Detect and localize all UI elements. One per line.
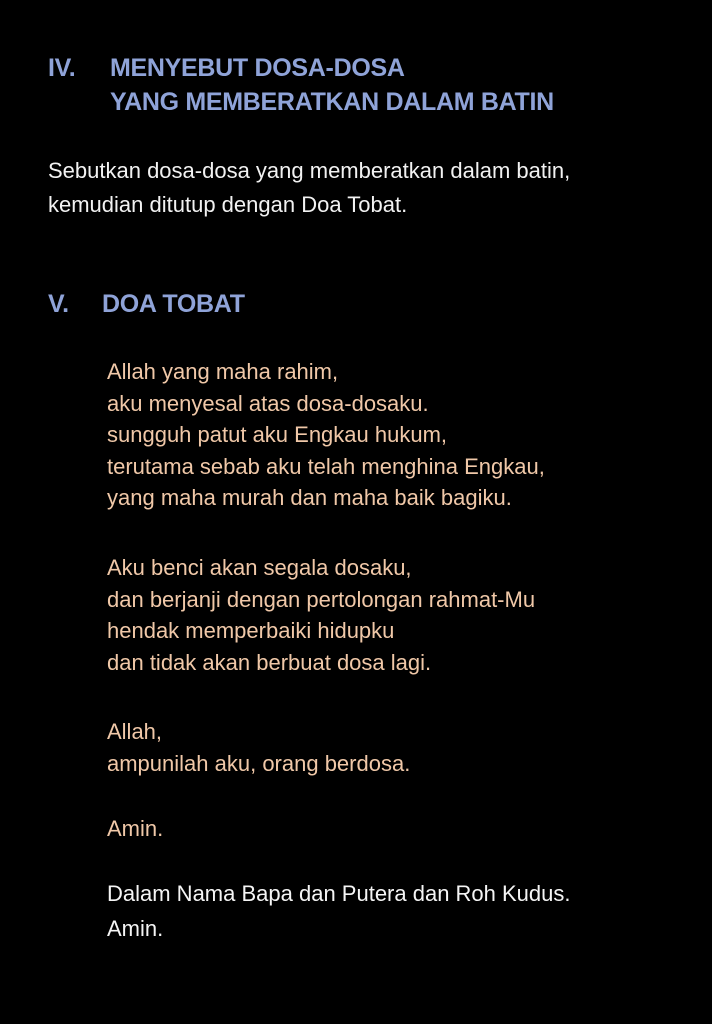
closing-blessing xyxy=(107,876,571,946)
section-iv-body-line2: kemudian ditutup dengan Doa Tobat. xyxy=(48,192,408,217)
section-iv-body xyxy=(48,154,570,222)
closing-line1: Dalam Nama Bapa dan Putera dan Roh Kudus. xyxy=(107,881,571,906)
section-iv-number: IV. xyxy=(48,54,76,82)
prayer-amen-line: Amin. xyxy=(107,816,164,841)
prayer-line: Allah, xyxy=(107,719,163,744)
prayer-line: hendak memperbaiki hidupku xyxy=(107,618,395,643)
prayer-line: ampunilah aku, orang berdosa. xyxy=(107,750,411,776)
section-v-heading xyxy=(48,290,348,324)
prayer-stanza-1 xyxy=(107,356,545,514)
prayer-stanza-3 xyxy=(107,716,410,779)
prayer-line: terutama sebab aku telah menghina Engkau, xyxy=(107,453,545,479)
prayer-line: sungguh patut aku Engkau hukum, xyxy=(107,422,448,447)
section-iv-body-line1: Sebutkan dosa-dosa yang memberatkan dalam batin, xyxy=(48,158,571,183)
section-v-title: DOA TOBAT xyxy=(102,290,245,318)
prayer-line: dan tidak akan berbuat dosa lagi. xyxy=(107,649,432,675)
section-v-number: V. xyxy=(48,290,69,318)
section-iv-title-line2: YANG MEMBERATKAN DALAM BATIN xyxy=(110,88,554,116)
prayer-line: aku menyesal atas dosa-dosaku. xyxy=(107,390,429,416)
prayer-line: Aku benci akan segala dosaku, xyxy=(107,555,412,580)
section-iv-title-line1: MENYEBUT DOSA-DOSA xyxy=(110,54,405,82)
section-iv-heading xyxy=(48,54,608,124)
prayer-stanza-2 xyxy=(107,552,535,678)
prayer-line: Allah yang maha rahim, xyxy=(107,359,339,384)
prayer-line: yang maha murah dan maha baik bagiku. xyxy=(107,485,512,510)
closing-line2: Amin. xyxy=(107,916,164,941)
prayer-amen xyxy=(107,813,163,845)
prayer-line: dan berjanji dengan pertolongan rahmat-Mu xyxy=(107,586,536,612)
